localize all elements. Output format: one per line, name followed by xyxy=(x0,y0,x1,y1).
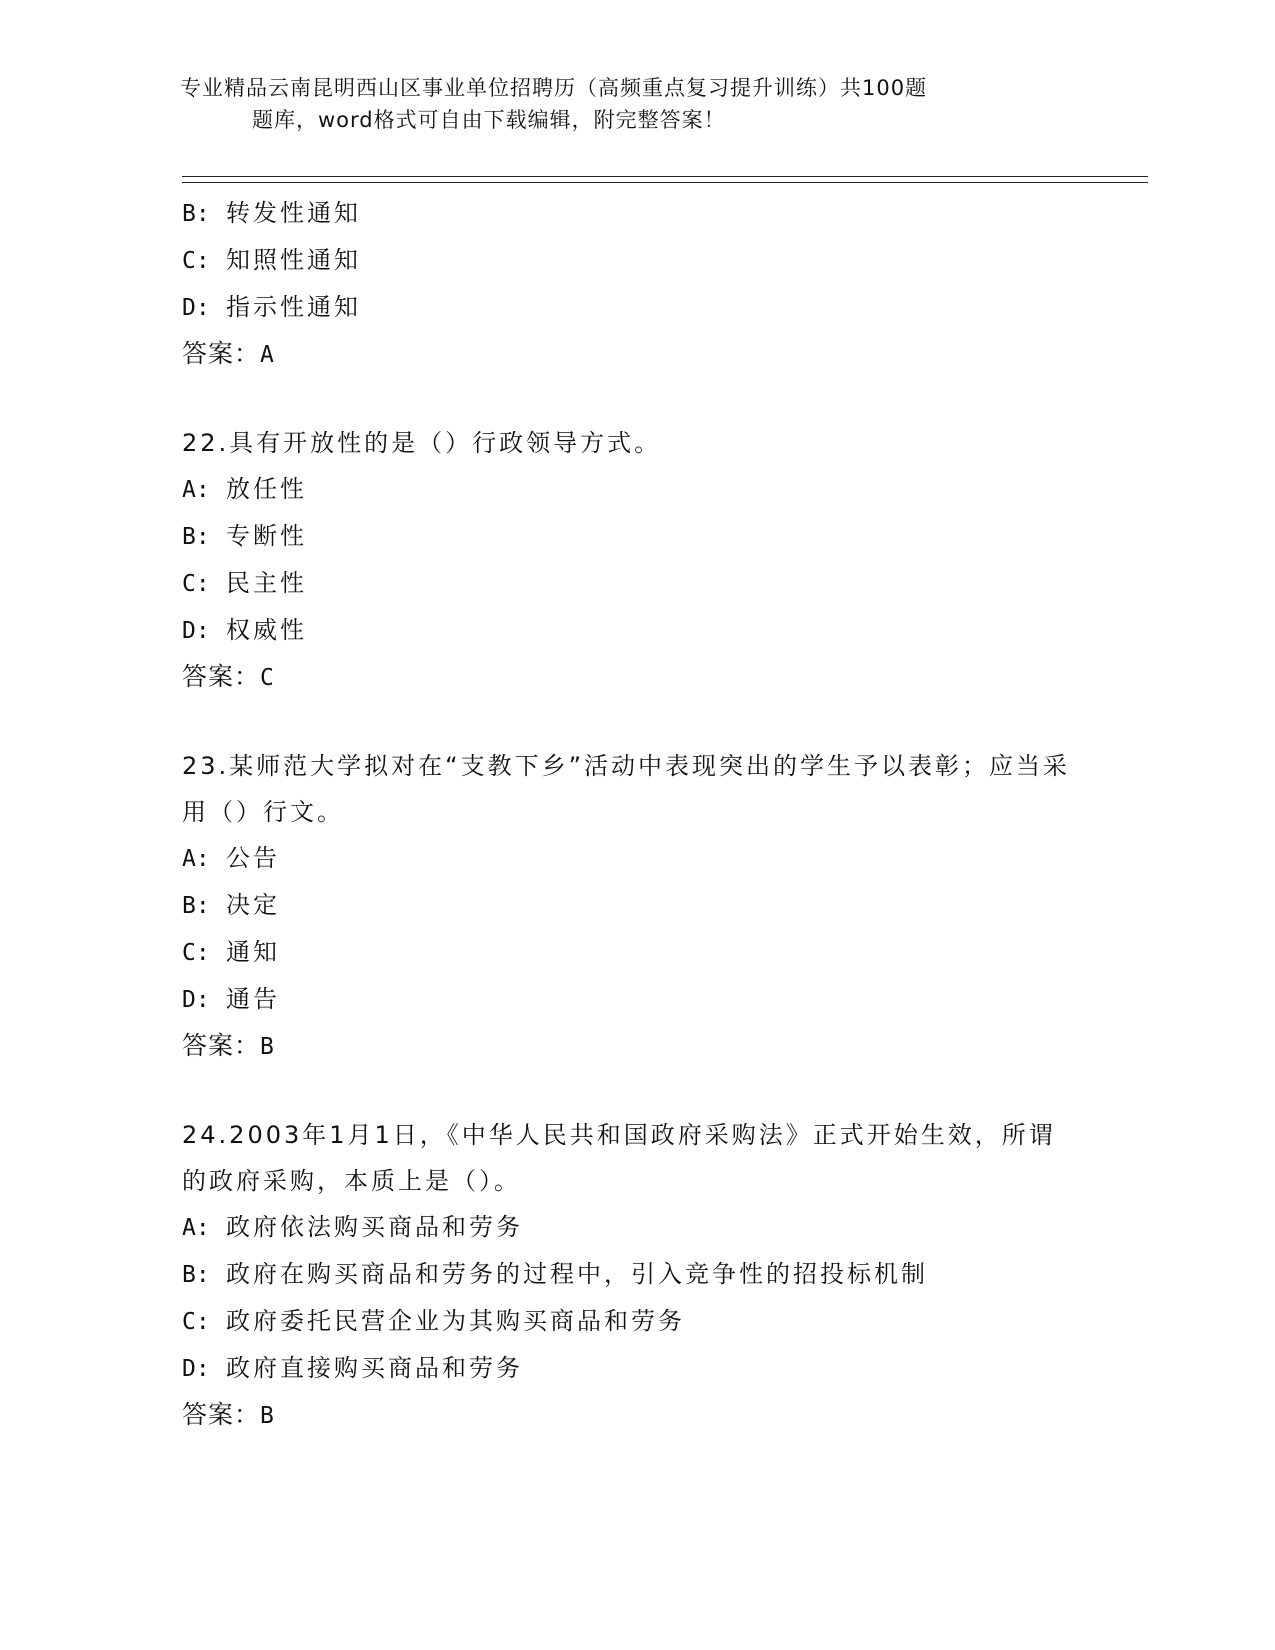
option-d xyxy=(182,1345,1082,1392)
answer-value: A xyxy=(260,342,275,368)
option-b xyxy=(182,882,1082,929)
header-rule-bottom xyxy=(182,182,1148,183)
answer-value: B xyxy=(260,1034,275,1060)
option-a xyxy=(182,466,1082,513)
option-d xyxy=(182,976,1082,1023)
option-text: 政府依法购买商品和劳务 xyxy=(226,1213,523,1241)
option-b xyxy=(182,1251,1082,1298)
option-key: B: xyxy=(182,1262,210,1288)
option-text: 政府直接购买商品和劳务 xyxy=(226,1354,523,1382)
option-key: C: xyxy=(182,571,210,597)
question-stem: 22.具有开放性的是（）行政领导方式。 xyxy=(182,429,662,457)
option-key: C: xyxy=(182,940,210,966)
answer-line xyxy=(182,1023,1082,1070)
option-text: 放任性 xyxy=(226,475,307,503)
option-b xyxy=(182,513,1082,560)
option-c xyxy=(182,929,1082,976)
option-text: 专断性 xyxy=(226,522,307,550)
option-key: D: xyxy=(182,295,210,321)
option-key: C: xyxy=(182,1309,210,1335)
option-key: A: xyxy=(182,1215,210,1241)
option-key: A: xyxy=(182,477,210,503)
header-rule-top xyxy=(182,176,1148,177)
answer-label: 答案： xyxy=(182,339,261,368)
answer-label: 答案： xyxy=(182,1400,261,1429)
question-continued xyxy=(182,190,1082,378)
question-stem: 24.2003年1月1日，《中华人民共和国政府采购法》正式开始生效，所谓的政府采购，本质上是（）。 xyxy=(182,1121,1056,1195)
answer-line xyxy=(182,1392,1082,1439)
question-23 xyxy=(182,743,1082,1070)
option-c xyxy=(182,1298,1082,1345)
option-key: D: xyxy=(182,987,210,1013)
option-text: 转发性通知 xyxy=(226,199,361,227)
option-text: 通告 xyxy=(226,985,280,1013)
option-text: 公告 xyxy=(226,844,280,872)
option-key: A: xyxy=(182,846,210,872)
option-c xyxy=(182,237,1082,284)
answer-line xyxy=(182,654,1082,701)
option-text: 决定 xyxy=(226,891,280,919)
header-title-line1: 专业精品云南昆明西山区事业单位招聘历（高频重点复习提升训练）共100题 xyxy=(180,76,928,100)
option-a xyxy=(182,1204,1082,1251)
option-key: D: xyxy=(182,1356,210,1382)
question-24 xyxy=(182,1112,1082,1439)
option-key: D: xyxy=(182,618,210,644)
option-a xyxy=(182,835,1082,882)
document-header xyxy=(180,72,1060,136)
question-22 xyxy=(182,420,1082,701)
answer-label: 答案： xyxy=(182,662,261,691)
option-d xyxy=(182,284,1082,331)
option-text: 权威性 xyxy=(226,616,307,644)
option-text: 指示性通知 xyxy=(226,293,361,321)
option-key: B: xyxy=(182,524,210,550)
option-b xyxy=(182,190,1082,237)
option-text: 政府在购买商品和劳务的过程中，引入竞争性的招投标机制 xyxy=(226,1260,928,1288)
option-text: 知照性通知 xyxy=(226,246,361,274)
option-c xyxy=(182,560,1082,607)
document-body xyxy=(182,190,1082,1439)
option-key: C: xyxy=(182,248,210,274)
option-key: B: xyxy=(182,201,210,227)
answer-value: C xyxy=(260,665,275,691)
option-d xyxy=(182,607,1082,654)
answer-line xyxy=(182,331,1082,378)
question-stem: 23.某师范大学拟对在“支教下乡”活动中表现突出的学生予以表彰；应当采用（）行文。 xyxy=(182,752,1071,826)
header-title-line2: 题库，word格式可自由下载编辑，附完整答案！ xyxy=(252,108,726,132)
option-text: 民主性 xyxy=(226,569,307,597)
answer-label: 答案： xyxy=(182,1031,261,1060)
option-text: 通知 xyxy=(226,938,280,966)
answer-value: B xyxy=(260,1403,275,1429)
option-text: 政府委托民营企业为其购买商品和劳务 xyxy=(226,1307,685,1335)
option-key: B: xyxy=(182,893,210,919)
